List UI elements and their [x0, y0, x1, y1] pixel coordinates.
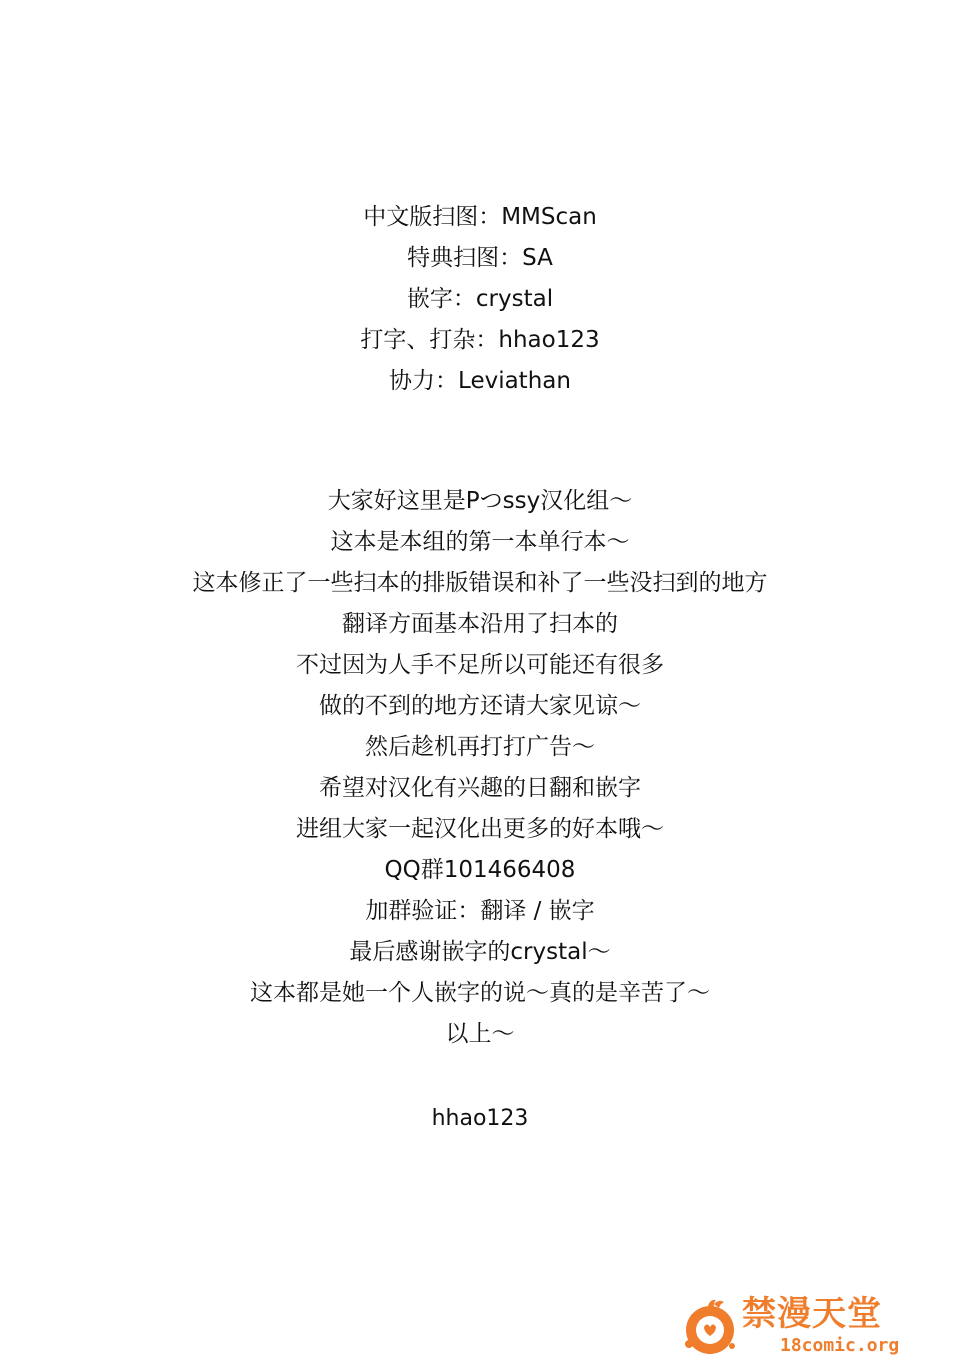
- message-line: 翻译方面基本沿用了扫本的: [342, 611, 618, 637]
- credit-assist: 协力：Leviathan: [389, 368, 571, 394]
- credit-scan-chinese: 中文版扫图：MMScan: [363, 204, 597, 230]
- message-line: 不过因为人手不足所以可能还有很多: [296, 652, 664, 678]
- message-line: 然后趁机再打打广告～: [365, 734, 595, 760]
- credit-scan-bonus: 特典扫图：SA: [407, 245, 553, 271]
- watermark-title: 禁漫天堂: [742, 1294, 882, 1334]
- message-line: 最后感谢嵌字的crystal～: [349, 939, 611, 965]
- signature: hhao123: [431, 1106, 529, 1131]
- credit-typesetting: 嵌字：crystal: [406, 286, 554, 312]
- message-line: 做的不到的地方还请大家见谅～: [319, 693, 641, 719]
- message-line: 这本修正了一些扫本的排版错误和补了一些没扫到的地方: [192, 570, 768, 596]
- message-line: 进组大家一起汉化出更多的好本哦～: [296, 816, 664, 842]
- bird-logo-icon: [680, 1296, 742, 1358]
- watermark-url: 18comic.org: [780, 1335, 900, 1356]
- message-line: 希望对汉化有兴趣的日翻和嵌字: [319, 775, 641, 801]
- message-line: 这本是本组的第一本单行本～: [330, 529, 630, 555]
- message-line: 这本都是她一个人嵌字的说～真的是辛苦了～: [250, 980, 710, 1006]
- message-line: 以上～: [445, 1021, 515, 1047]
- watermark: [680, 1292, 920, 1362]
- message-block: [0, 481, 960, 1055]
- message-line: 大家好这里是Pつssy汉化组～: [327, 488, 633, 514]
- message-qq-group: QQ群101466408: [384, 857, 576, 883]
- credit-typing: 打字、打杂：hhao123: [360, 327, 600, 353]
- credits-block: [0, 197, 960, 402]
- message-line: 加群验证：翻译 / 嵌字: [365, 898, 595, 924]
